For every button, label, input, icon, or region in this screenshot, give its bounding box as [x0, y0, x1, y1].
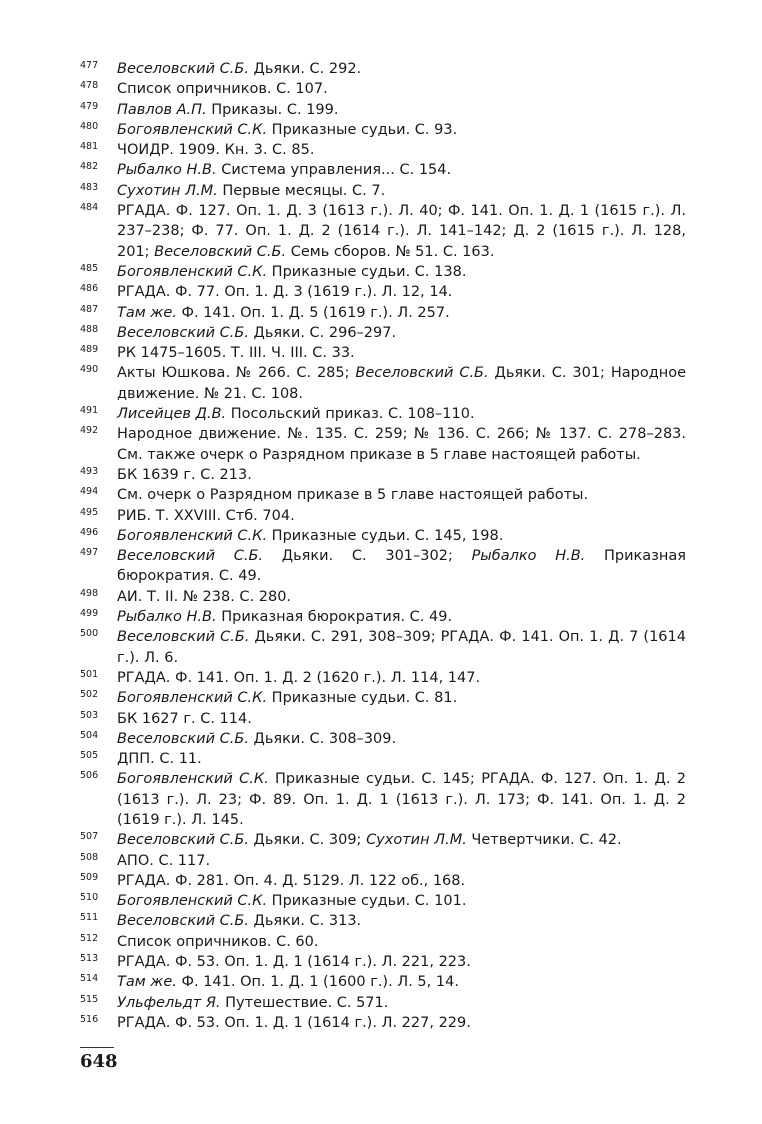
footnote-number: 487 — [80, 303, 99, 315]
footnote-text: Дьяки. С. 296–297. — [248, 324, 397, 341]
footnote-author: Богоявленский С.К. — [117, 263, 268, 280]
footnote-text: Приказные судьи. С. 93. — [267, 121, 458, 138]
footnote-text: Приказные судьи. С. 145, 198. — [267, 527, 504, 544]
footnote-number: 505 — [80, 750, 99, 762]
footnote-text: РГАДА. Ф. 53. Оп. 1. Д. 1 (1614 г.). Л. 221, 223. — [117, 954, 471, 971]
footnote-number: 497 — [80, 547, 99, 559]
footnote-author: Богоявленский С.К. — [117, 527, 268, 544]
footnote-text: Дьяки. С. 309; — [248, 832, 367, 849]
footnote-author: Там же. — [117, 974, 177, 991]
footnote-item — [80, 303, 686, 323]
footnote-text: Ф. 141. Оп. 1. Д. 1 (1600 г.). Л. 5, 14. — [176, 974, 459, 991]
footnote-number: 499 — [80, 608, 99, 620]
footnote-number: 513 — [80, 953, 99, 965]
footnote-item — [80, 79, 686, 99]
footnote-author: Богоявленский С.К. — [117, 690, 268, 707]
footer-rule — [80, 1047, 114, 1048]
footnote-item — [80, 607, 686, 627]
footnote-text: Приказные судьи. С. 145; РГАДА. Ф. 127. Оп. 1. Д. 2 (1613 г.). Л. 23; Ф. 89. Оп. 1. Д. 1 (1613 г.). Л. 173; Ф. 141. Оп. 1. Д. 2 (1619 г.). Л. 145. — [117, 771, 686, 828]
footnote-number: 512 — [80, 932, 99, 944]
footnote-item — [80, 871, 686, 891]
footnote-number: 491 — [80, 405, 99, 417]
footnote-number: 510 — [80, 892, 99, 904]
footnote-author: Сухотин Л.М. — [117, 182, 218, 199]
footnote-text: Список опричников. С. 107. — [117, 81, 328, 98]
footnote-text: РГАДА. Ф. 127. Оп. 1. Д. 3 (1613 г.). Л. 40; Ф. 141. Оп. 1. Д. 1 (1615 г.). Л. 237–238; Ф. 77. Оп. 1. Д. 2 (1614 г.). Л. 141–142; Д. 2 (1615 г.). Л. 128, 201; — [117, 203, 686, 260]
footnote-text: РГАДА. Ф. 77. Оп. 1. Д. 3 (1619 г.). Л. 12, 14. — [117, 284, 453, 301]
footnote-author: Там же. — [117, 304, 177, 321]
footnote-author: Веселовский С.Б. — [117, 913, 249, 930]
footnote-text: Приказные судьи. С. 81. — [267, 690, 458, 707]
footnote-item — [80, 201, 686, 262]
footnote-item — [80, 993, 686, 1013]
footnote-number: 509 — [80, 871, 99, 883]
footnote-number: 502 — [80, 689, 99, 701]
footnote-item — [80, 709, 686, 729]
page-number: 648 — [80, 1051, 118, 1072]
footnote-item — [80, 120, 686, 140]
footnote-text: БК 1639 г. С. 213. — [117, 466, 252, 483]
footnote-text: Приказы. С. 199. — [206, 101, 339, 118]
footnote-author: Богоявленский С.К. — [117, 121, 268, 138]
footnote-text: Система управления... С. 154. — [216, 162, 452, 179]
footnote-author: Павлов А.П. — [117, 101, 207, 118]
footnote-number: 504 — [80, 729, 99, 741]
footnote-item — [80, 526, 686, 546]
footnote-number: 479 — [80, 100, 99, 112]
footnote-item — [80, 160, 686, 180]
footnote-number: 485 — [80, 262, 99, 274]
footnote-item — [80, 932, 686, 952]
footnote-item — [80, 262, 686, 282]
footnote-author: Богоявленский С.К. — [117, 771, 269, 788]
footnote-number: 477 — [80, 60, 99, 71]
footnote-item — [80, 1013, 686, 1033]
footnote-number: 481 — [80, 141, 99, 153]
footnote-text: Список опричников. С. 60. — [117, 933, 319, 950]
footnote-number: 503 — [80, 709, 99, 721]
footnote-item — [80, 404, 686, 424]
footnote-author: Веселовский С.Б. — [117, 832, 249, 849]
footnote-number: 506 — [80, 770, 99, 782]
footnote-number: 495 — [80, 506, 99, 518]
footnote-item — [80, 506, 686, 526]
footnote-text: Приказная бюрократия. С. 49. — [117, 548, 686, 585]
footnote-number: 483 — [80, 181, 99, 193]
footnote-number: 478 — [80, 80, 99, 92]
footnote-item — [80, 140, 686, 160]
footnote-author: Веселовский С.Б. — [117, 61, 249, 77]
footnote-text: БК 1627 г. С. 114. — [117, 710, 252, 727]
footnote-item — [80, 181, 686, 201]
footnote-number: 484 — [80, 202, 99, 214]
footnote-text: ЧОИДР. 1909. Кн. 3. С. 85. — [117, 142, 315, 159]
footnote-number: 486 — [80, 283, 99, 295]
footnote-author: Веселовский С.Б. — [154, 243, 287, 260]
footnote-item — [80, 749, 686, 769]
footnote-item — [80, 323, 686, 343]
footnote-number: 500 — [80, 628, 99, 640]
footnote-text: Путешествие. С. 571. — [220, 994, 389, 1011]
footnote-text: РГАДА. Ф. 281. Оп. 4. Д. 5129. Л. 122 об., 168. — [117, 872, 466, 889]
footnote-author: Рыбалко Н.В. — [117, 609, 217, 626]
footnote-number: 514 — [80, 973, 99, 985]
footnotes-list — [80, 59, 686, 1033]
footnote-text: Дьяки. С. 301–302; — [263, 548, 472, 565]
footnote-item — [80, 830, 686, 850]
footnote-item — [80, 485, 686, 505]
footnote-text: РИБ. Т. XXVIII. Стб. 704. — [117, 507, 295, 524]
footnote-author: Сухотин Л.М. — [366, 832, 467, 849]
footnote-item — [80, 729, 686, 749]
footnote-text: Приказная бюрократия. С. 49. — [216, 609, 453, 626]
footnote-number: 482 — [80, 161, 99, 173]
footnote-number: 492 — [80, 425, 99, 437]
footnote-text: Семь сборов. № 51. С. 163. — [286, 243, 495, 260]
footnote-item — [80, 282, 686, 302]
footnote-item — [80, 424, 686, 465]
footnote-author: Веселовский С.Б. — [117, 629, 250, 646]
footnote-text: АИ. Т. II. № 238. С. 280. — [117, 588, 292, 605]
footnote-number: 490 — [80, 364, 99, 376]
footnote-text: Ф. 141. Оп. 1. Д. 5 (1619 г.). Л. 257. — [176, 304, 450, 321]
footnote-item — [80, 911, 686, 931]
footnote-number: 498 — [80, 587, 99, 599]
footnote-text: Посольский приказ. С. 108–110. — [226, 406, 475, 423]
footnote-text: См. очерк о Разрядном приказе в 5 главе настоящей работы. — [117, 487, 589, 504]
footnote-number: 507 — [80, 831, 99, 843]
footnote-item — [80, 465, 686, 485]
footnote-number: 496 — [80, 526, 99, 538]
footnote-item — [80, 952, 686, 972]
footnote-text: Дьяки. С. 292. — [248, 61, 362, 77]
footnote-text: Первые месяцы. С. 7. — [217, 182, 386, 199]
footnote-item — [80, 769, 686, 830]
footnote-item — [80, 546, 686, 587]
footnote-item — [80, 343, 686, 363]
footnote-text: РГАДА. Ф. 53. Оп. 1. Д. 1 (1614 г.). Л. 227, 229. — [117, 1014, 471, 1031]
footnote-item — [80, 363, 686, 404]
footnote-text: Приказные судьи. С. 138. — [267, 263, 467, 280]
footnote-text: Приказные судьи. С. 101. — [267, 893, 467, 910]
footnote-author: Веселовский С.Б. — [117, 324, 249, 341]
footnote-number: 515 — [80, 993, 99, 1005]
footnote-item — [80, 972, 686, 992]
footnote-text: Дьяки. С. 313. — [248, 913, 362, 930]
footnote-author: Рыбалко Н.В. — [117, 162, 217, 179]
footnote-number: 488 — [80, 323, 99, 335]
footnote-number: 480 — [80, 120, 99, 132]
footnote-text: Дьяки. С. 308–309. — [248, 730, 397, 747]
footnote-item — [80, 688, 686, 708]
footnote-number: 508 — [80, 851, 99, 863]
footnote-author: Ульфельдт Я. — [117, 994, 221, 1011]
footnote-author: Веселовский С.Б. — [355, 365, 489, 382]
footnote-text: Народное движение. №. 135. С. 259; № 136. С. 266; № 137. С. 278–283. См. также очерк о Разрядном приказе в 5 главе настоящей работы. — [117, 426, 686, 463]
footnote-text: АПО. С. 117. — [117, 852, 211, 869]
footnote-number: 501 — [80, 668, 99, 680]
footnote-item — [80, 59, 686, 79]
footnote-item — [80, 668, 686, 688]
footnote-author: Лисейцев Д.В. — [117, 406, 227, 423]
footnote-number: 511 — [80, 912, 99, 924]
footnote-number: 516 — [80, 1013, 99, 1025]
footnote-item — [80, 587, 686, 607]
footnote-text: ДПП. С. 11. — [117, 751, 202, 768]
footnote-text: Акты Юшкова. № 266. С. 285; — [117, 365, 356, 382]
footnote-number: 489 — [80, 344, 99, 356]
footnote-text: Дьяки. С. 301; Народное движение. № 21. С. 108. — [117, 365, 686, 402]
footnote-number: 493 — [80, 465, 99, 477]
footnote-item — [80, 851, 686, 871]
footnote-text: Дьяки. С. 291, 308–309; РГАДА. Ф. 141. Оп. 1. Д. 7 (1614 г.). Л. 6. — [117, 629, 686, 666]
footnote-text: Четвертчики. С. 42. — [466, 832, 622, 849]
footnote-author: Веселовский С.Б. — [117, 548, 264, 565]
footnote-author: Рыбалко Н.В. — [471, 548, 586, 565]
footnote-number: 494 — [80, 486, 99, 498]
footnote-text: РК 1475–1605. Т. III. Ч. III. С. 33. — [117, 345, 355, 362]
footnote-author: Богоявленский С.К. — [117, 893, 268, 910]
footnote-item — [80, 100, 686, 120]
footnote-text: РГАДА. Ф. 141. Оп. 1. Д. 2 (1620 г.). Л. 114, 147. — [117, 669, 481, 686]
footnote-item — [80, 627, 686, 668]
footnote-author: Веселовский С.Б. — [117, 730, 249, 747]
footnote-item — [80, 891, 686, 911]
